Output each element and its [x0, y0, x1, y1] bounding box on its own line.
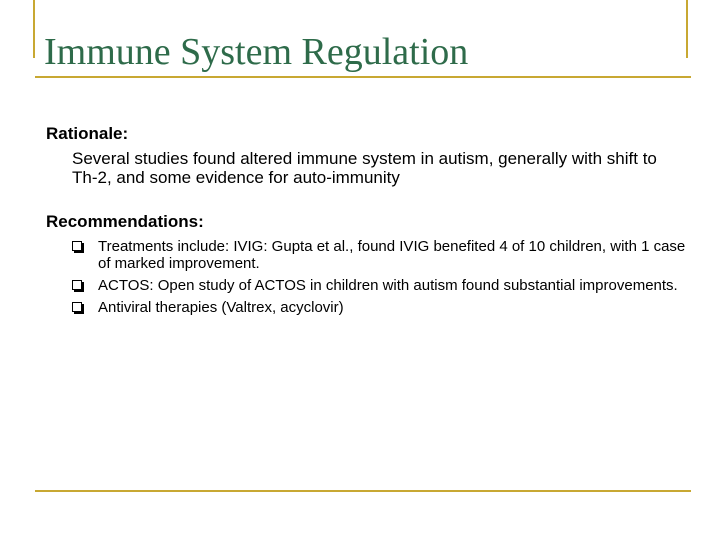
hollow-square-bullet-icon — [72, 280, 82, 290]
slide-title: Immune System Regulation — [44, 31, 469, 73]
footer-divider-line — [35, 490, 691, 492]
list-item-text: ACTOS: Open study of ACTOS in children with autism found substantial improvements. — [98, 277, 678, 294]
title-divider-line — [35, 76, 691, 78]
frame-line-right — [686, 0, 688, 58]
list-item-text: Treatments include: IVIG: Gupta et al., found IVIG benefited 4 of 10 children, with 1 case of marked improvement. — [98, 238, 686, 272]
hollow-square-bullet-icon — [72, 241, 82, 251]
rationale-heading: Rationale: — [46, 124, 129, 143]
recommendations-heading: Recommendations: — [46, 212, 204, 231]
list-item — [46, 299, 686, 316]
frame-line-left — [33, 0, 35, 58]
rationale-text: Several studies found altered immune system in autism, generally with shift to Th-2, and some evidence for auto-immunity — [72, 149, 657, 187]
list-item — [46, 238, 686, 272]
slide-content — [46, 124, 686, 321]
recommendations-list — [46, 238, 686, 316]
hollow-square-bullet-icon — [72, 302, 82, 312]
list-item-text: Antiviral therapies (Valtrex, acyclovir) — [98, 299, 344, 316]
list-item — [46, 277, 686, 294]
